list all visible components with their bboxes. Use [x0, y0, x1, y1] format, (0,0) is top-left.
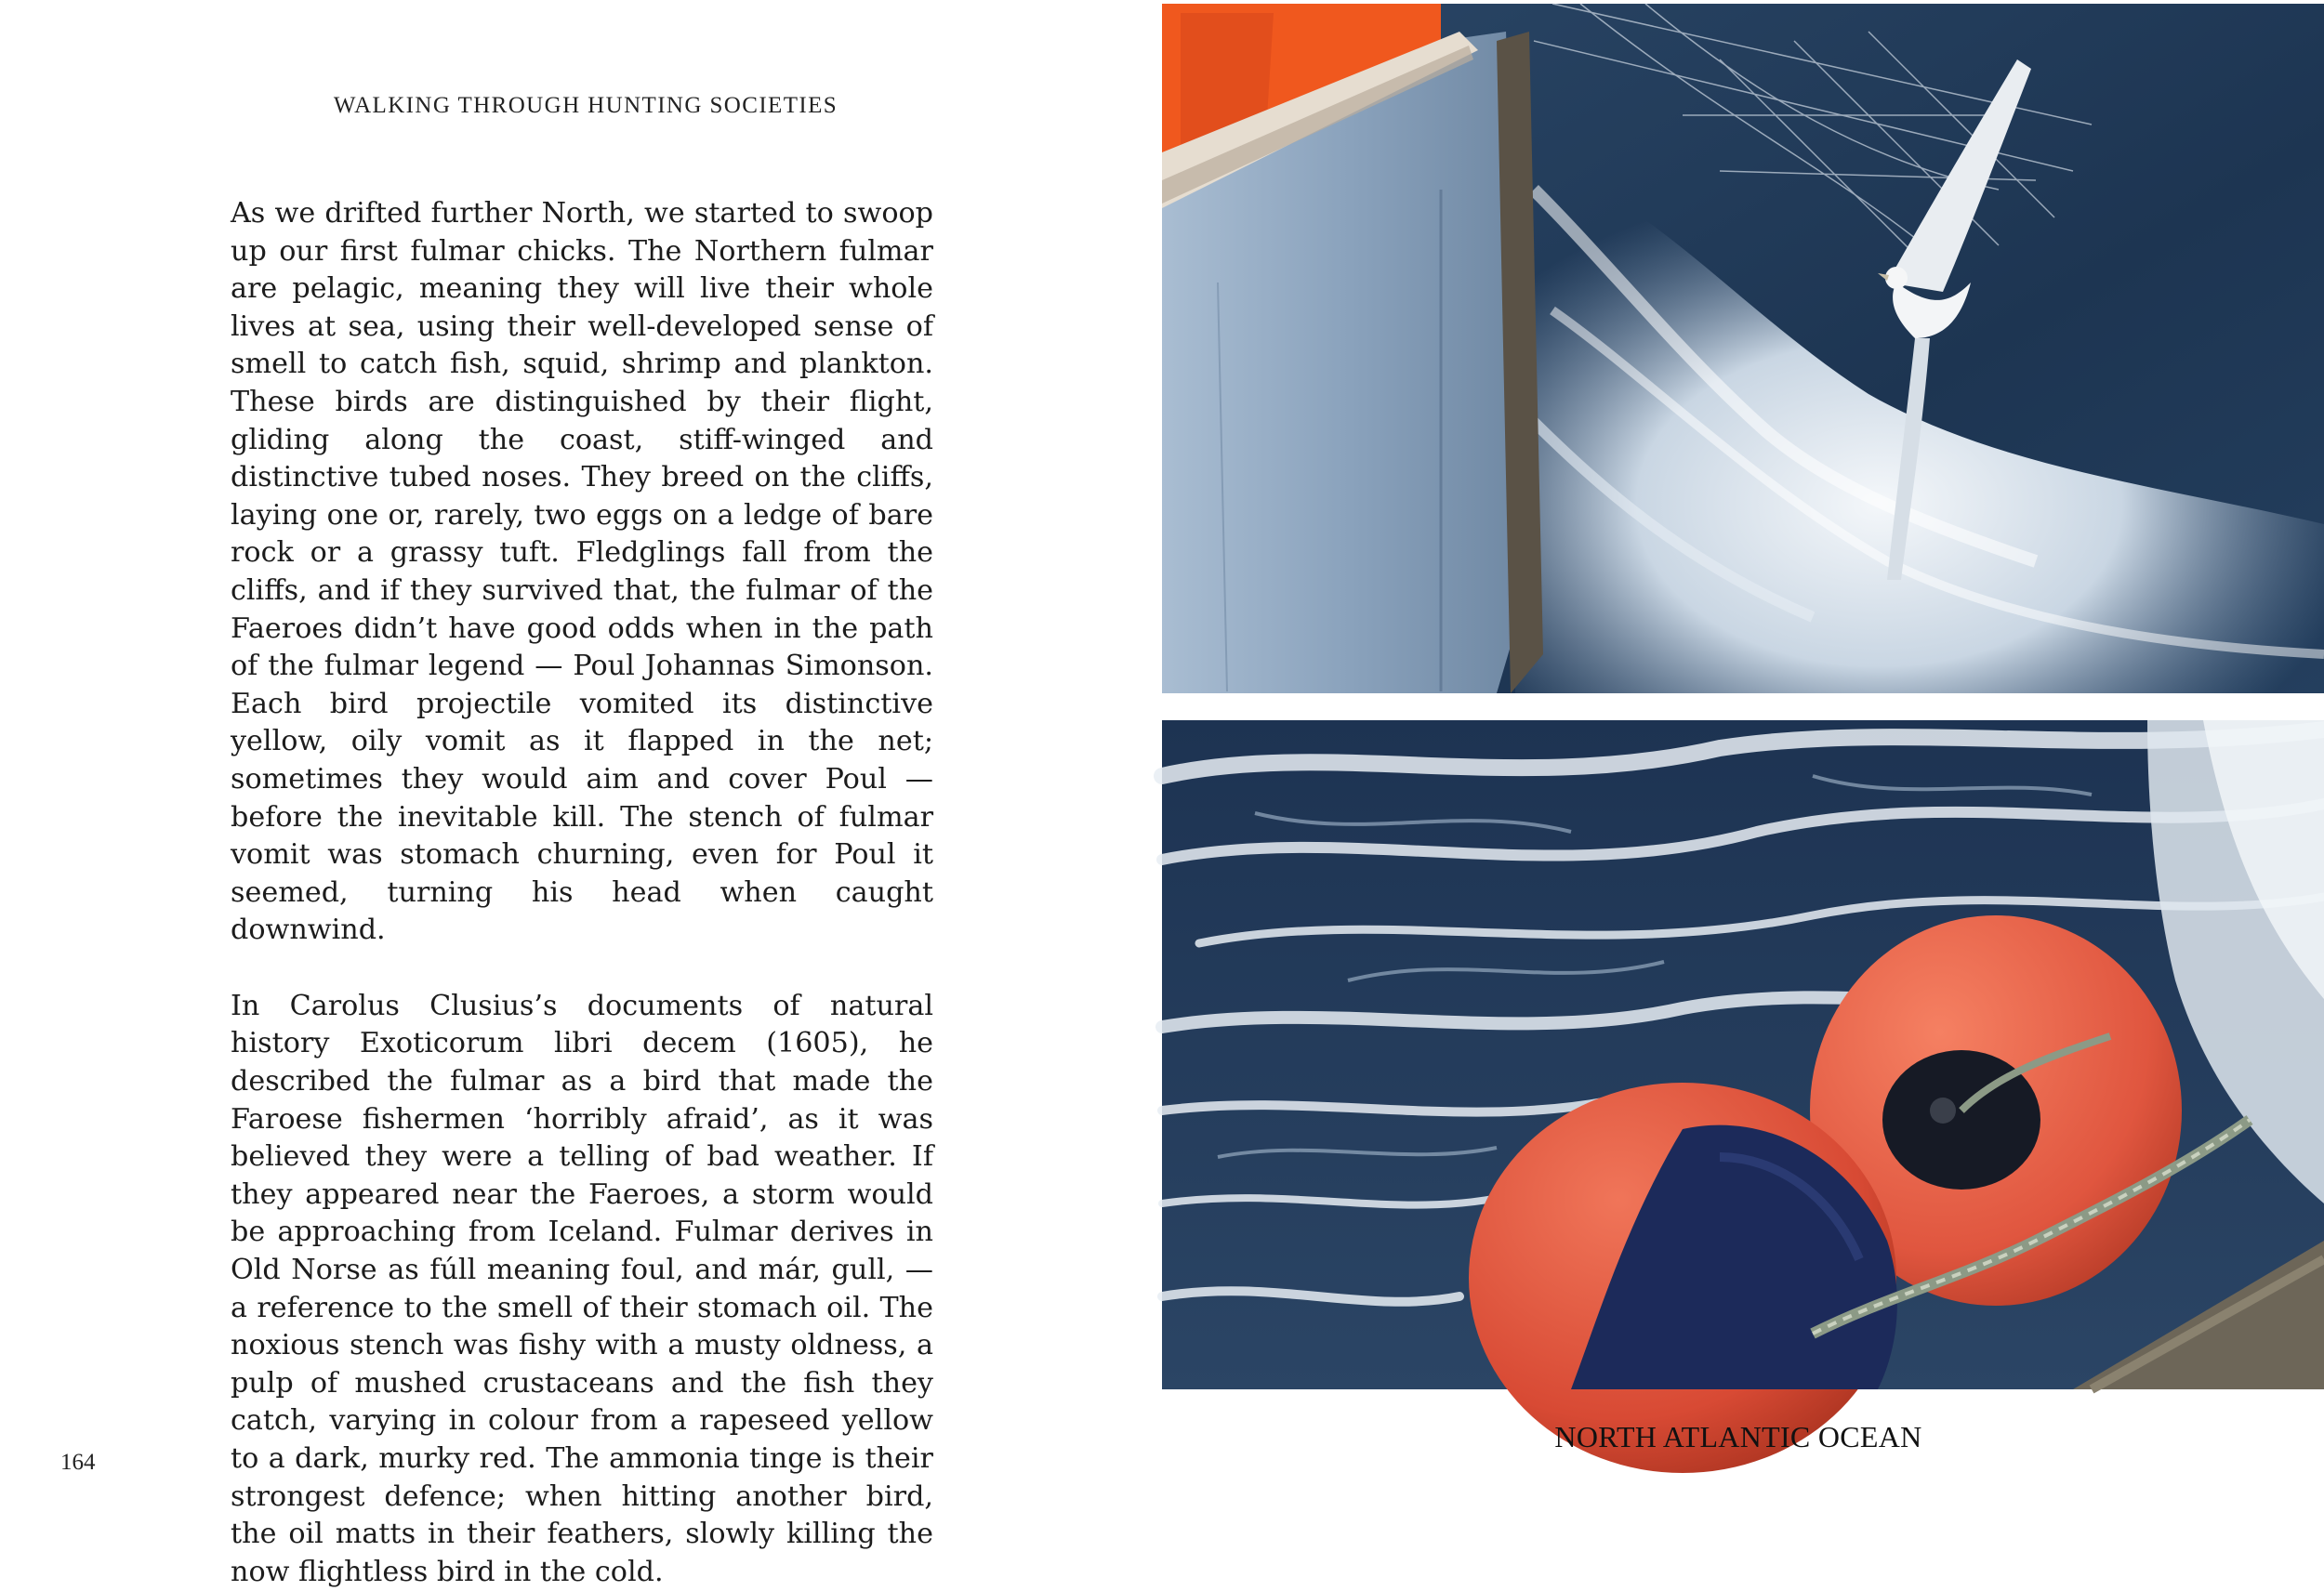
paragraph-1: As we drifted further North, we started to swoop up our first fulmar chicks. The Northern fulmar are pelagic, meaning they will live their whole lives at sea, using their well-developed sense of smell to catch fish, squid, shrimp and plankton. These birds are distinguished by their flight, gliding along the coast, stiff-winged and distinctive tubed noses. They breed on the cliffs, laying one or, rarely, two eggs on a ledge of bare rock or a grassy tuft. Fledglings fall from the cliffs, and if they survived that, the fulmar of the Faeroes didn’t have good odds when in the path of the fulmar legend — Poul Johannas Simonson. Each bird projectile vomited its distinctive yellow, oily vomit as it flapped in the net; sometimes they would aim and cover Poul — before the inevitable kill. The stench of fulmar vomit was stomach churning, even for Poul it seemed, turning his head when caught downwind.	[231, 197, 933, 947]
paragraph-2: In Carolus Clusius’s documents of natural history Exoticorum libri decem (1605), he described the fulmar as a bird that made the Faroese fishermen ‘horribly afraid’, as it was believed they were a telling of bad weather. If they appeared near the Faeroes, a storm would be approaching from Iceland. Fulmar derives in Old Norse as fúll meaning foul, and már, gull, — a reference to the smell of their stomach oil. The noxious stench was fishy with a musty oldness, a pulp of mushed crustaceans and the fish they catch, varying in colour from a rapeseed yellow to a dark, murky red. The ammonia tinge is their strongest defence; when hitting another bird, the oil matts in their feathers, slowly killing the now flightless bird in the cold.	[231, 989, 933, 1588]
photo-fulmar-net-illustration	[1162, 4, 2324, 693]
page-number: 164	[60, 1450, 96, 1475]
photo-buoys-sea-illustration	[1162, 720, 2324, 1389]
photo-fulmar-net	[1162, 4, 2324, 693]
running-head: WALKING THROUGH HUNTING SOCIETIES	[333, 93, 838, 118]
photo-caption: NORTH ATLANTIC OCEAN	[1554, 1420, 1922, 1453]
body-text	[231, 195, 933, 1591]
photo-buoys-sea	[1162, 720, 2324, 1389]
buoy-left	[1469, 1083, 1897, 1473]
